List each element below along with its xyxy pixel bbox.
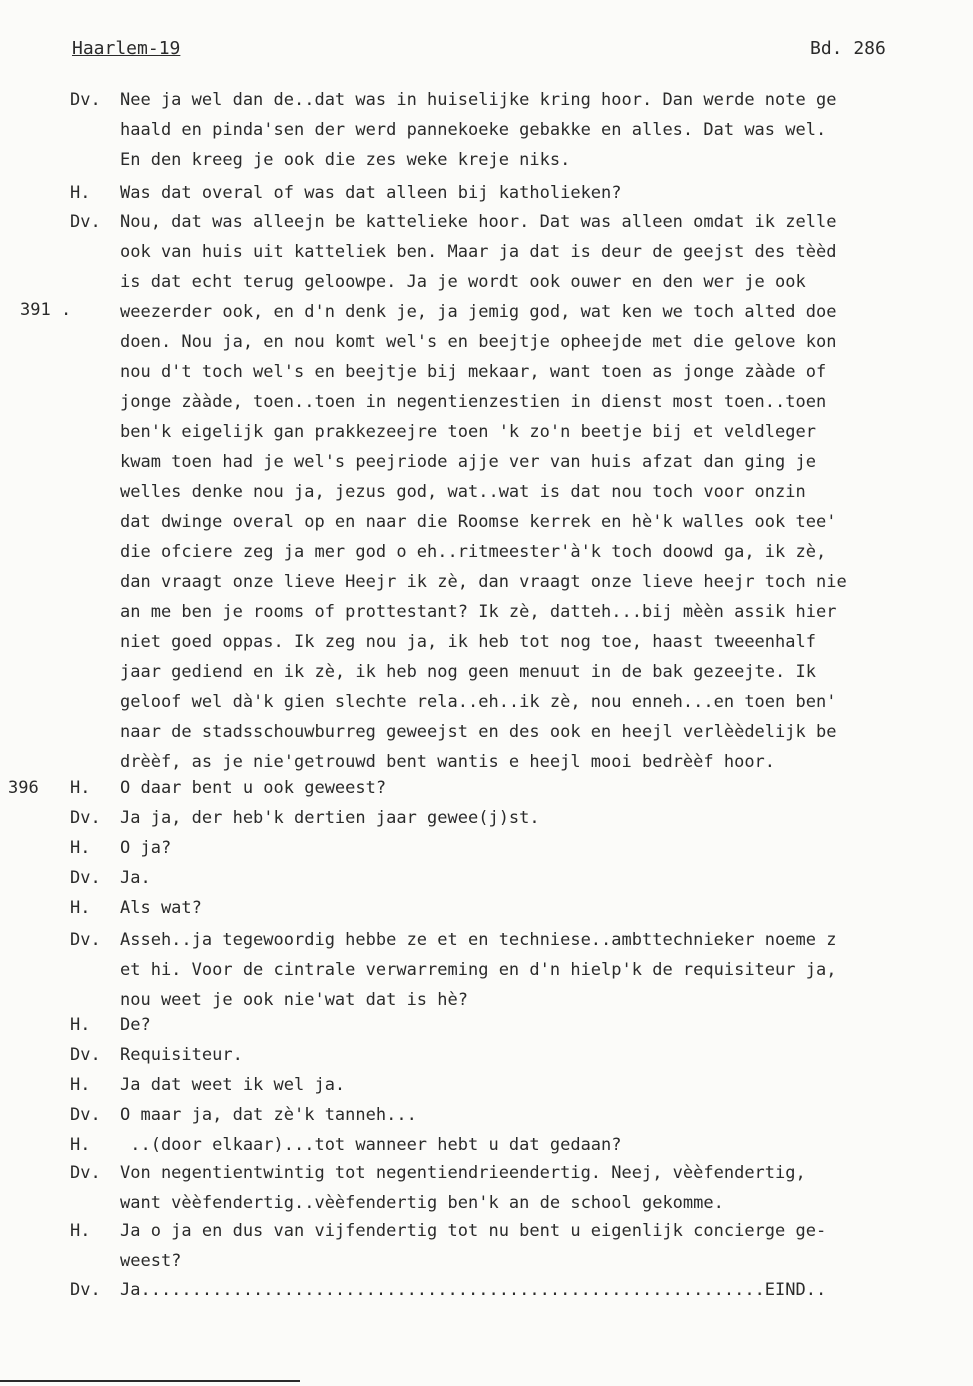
footer-rule [0, 1380, 300, 1382]
margin-line-number: 396 [8, 778, 39, 798]
dialogue-line: haald en pinda'sen der werd pannekoeke gebakke en alles. Dat was wel. [120, 120, 827, 140]
dialogue-line: niet goed oppas. Ik zeg nou ja, ik heb tot nog toe, haast tweeenhalf [120, 632, 816, 652]
dialogue-line: nou weet je ook nie'wat dat is hè? [120, 990, 468, 1010]
dialogue-line: Asseh..ja tegewoordig hebbe ze et en techniese..ambttechnieker noeme z [120, 930, 837, 950]
dialogue-line: Nee ja wel dan de..dat was in huiselijke kring hoor. Dan werde note ge [120, 90, 837, 110]
dialogue-line: Requisiteur. [120, 1045, 243, 1065]
dialogue-line: jaar gediend en ik zè, ik heb nog geen menuut in de bak gezeejte. Ik [120, 662, 816, 682]
dialogue-line: Ja.............................................................EIND.. [120, 1280, 827, 1300]
speaker-label: H. [70, 1221, 91, 1241]
dialogue-line: Was dat overal of was dat alleen bij katholieken? [120, 183, 622, 203]
dialogue-line: Ja o ja en dus van vijfendertig tot nu bent u eigenlijk concierge ge- [120, 1221, 827, 1241]
page-number: Bd. 286 [810, 38, 886, 59]
margin-line-number: 391 . [20, 300, 72, 320]
dialogue-line: De? [120, 1015, 151, 1035]
document-reference: Haarlem-19 [72, 38, 181, 59]
dialogue-line: Als wat? [120, 898, 202, 918]
speaker-label: H. [70, 1135, 91, 1155]
dialogue-line: weezerder ook, en d'n denk je, ja jemig god, wat ken we toch alted doe [120, 302, 837, 322]
speaker-label: H. [70, 898, 91, 918]
dialogue-line: nou d't toch wel's en beejtje bij mekaar, want toen as jonge zààde of [120, 362, 827, 382]
dialogue-line: welles denke nou ja, jezus god, wat..wat is dat nou toch voor onzin [120, 482, 806, 502]
speaker-label: H. [70, 778, 91, 798]
dialogue-line: Ja dat weet ik wel ja. [120, 1075, 346, 1095]
dialogue-line: O maar ja, dat zè'k tanneh... [120, 1105, 417, 1125]
dialogue-line: O ja? [120, 838, 172, 858]
dialogue-line: ben'k eigelijk gan prakkezeejre toen 'k zo'n beetje bij et veldleger [120, 422, 816, 442]
speaker-label: Dv. [70, 1045, 101, 1065]
dialogue-line: Von negentientwintig tot negentiendrieendertig. Neej, vèèfendertig, [120, 1163, 806, 1183]
speaker-label: Dv. [70, 808, 101, 828]
dialogue-line: geloof wel dà'k gien slechte rela..eh..ik zè, nou enneh...en toen ben' [120, 692, 837, 712]
dialogue-line: dat dwinge overal op en naar die Roomse kerrek en hè'k walles ook tee' [120, 512, 837, 532]
dialogue-line: kwam toen had je wel's peejriode ajje ver van huis afzat dan ging je [120, 452, 816, 472]
dialogue-line: ook van huis uit katteliek ben. Maar ja dat is deur de geejst des tèèd [120, 242, 837, 262]
dialogue-line: weest? [120, 1251, 182, 1271]
dialogue-line: Ja. [120, 868, 151, 888]
speaker-label: Dv. [70, 930, 101, 950]
speaker-label: H. [70, 1015, 91, 1035]
speaker-label: H. [70, 183, 91, 203]
dialogue-line: naar de stadsschouwburreg geweejst en des ook en heejl verlèèdelijk be [120, 722, 837, 742]
dialogue-line: dan vraagt onze lieve Heejr ik zè, dan vraagt onze lieve heejr toch nie [120, 572, 847, 592]
dialogue-line: an me ben je rooms of prottestant? Ik zè, datteh...bij mèèn assik hier [120, 602, 837, 622]
dialogue-line: Nou, dat was alleejn be kattelieke hoor. Dat was alleen omdat ik zelle [120, 212, 837, 232]
speaker-label: H. [70, 1075, 91, 1095]
dialogue-line: drèèf, as je nie'getrouwd bent wantis e heejl mooi bedrèèf hoor. [120, 752, 776, 772]
speaker-label: Dv. [70, 1280, 101, 1300]
dialogue-line: Ja ja, der heb'k dertien jaar gewee(j)st. [120, 808, 540, 828]
speaker-label: Dv. [70, 1163, 101, 1183]
speaker-label: Dv. [70, 1105, 101, 1125]
speaker-label: H. [70, 838, 91, 858]
dialogue-line: et hi. Voor de cintrale verwarreming en d'n hielp'k de requisiteur ja, [120, 960, 837, 980]
speaker-label: Dv. [70, 212, 101, 232]
dialogue-line: En den kreeg je ook die zes weke kreje niks. [120, 150, 571, 170]
speaker-label: Dv. [70, 868, 101, 888]
dialogue-line: is dat echt terug geloowpe. Ja je wordt ook ouwer en den wer je ook [120, 272, 806, 292]
dialogue-line: doen. Nou ja, en nou komt wel's en beejtje opheejde met die gelove kon [120, 332, 837, 352]
dialogue-line: O daar bent u ook geweest? [120, 778, 387, 798]
speaker-label: Dv. [70, 90, 101, 110]
dialogue-line: die ofciere zeg ja mer god o eh..ritmeester'à'k toch doowd ga, ik zè, [120, 542, 827, 562]
dialogue-line: jonge zààde, toen..toen in negentienzestien in dienst most toen..toen [120, 392, 827, 412]
dialogue-line: ..(door elkaar)...tot wanneer hebt u dat gedaan? [120, 1135, 622, 1155]
dialogue-line: want vèèfendertig..vèèfendertig ben'k an de school gekomme. [120, 1193, 724, 1213]
